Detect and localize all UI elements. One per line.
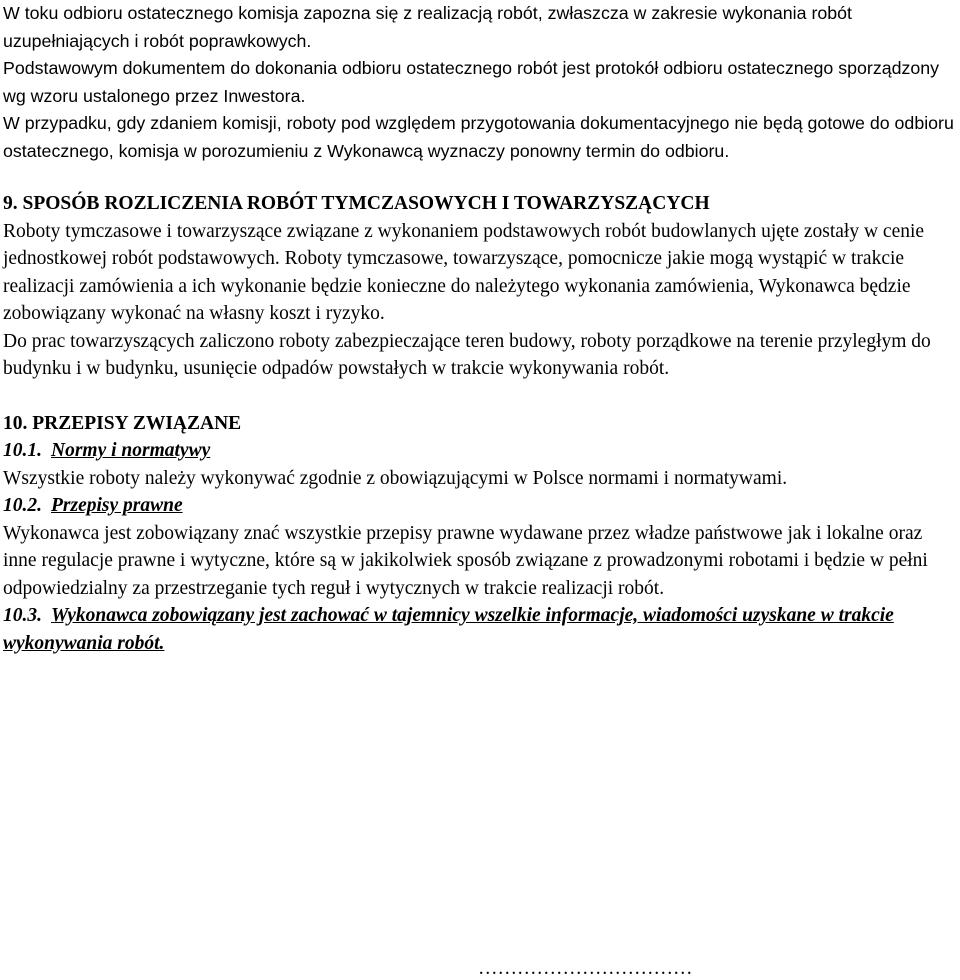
- subsection-10-3-number: 10.3.: [3, 605, 42, 626]
- spacer: [3, 383, 960, 410]
- document-page: [3, 0, 960, 657]
- intro-paragraph-3: W przypadku, gdy zdaniem komisji, roboty pod względem przygotowania dokumentacyjnego nie będą gotowe do odbioru ostatecznego, komisja w porozumieniu z Wykonawcą wyznaczy ponowny termin do odbioru.: [3, 113, 954, 161]
- spacer: [3, 165, 960, 190]
- subsection-10-2-heading: [3, 492, 960, 520]
- subsection-10-1-number: 10.1.: [3, 440, 42, 461]
- subsection-10-3-heading: [3, 602, 960, 657]
- intro-paragraph-1: W toku odbioru ostatecznego komisja zapozna się z realizacją robót, zwłaszcza w zakresie wykonania robót uzupełniających i robót poprawkowych.: [3, 3, 852, 51]
- subsection-10-1-text: Wszystkie roboty należy wykonywać zgodnie z obowiązującymi w Polsce normami i normatywami.: [3, 467, 788, 489]
- footer-dotted-line: ……………………………: [478, 958, 693, 979]
- section-9-paragraph-1: Roboty tymczasowe i towarzyszące związane z wykonaniem podstawowych robót budowlanych ujęte zostały w cenie jednostkowej robót podstawowych. Roboty tymczasowe, towarzyszące, pomocnicze jakie mogą wystąpić w trakcie realizacji zamówienia a ich wykonanie będzie konieczne do należytego wykonania zamówienia, Wykonawca będzie zobowiązany wykonać na własny koszt i ryzyko.: [3, 220, 925, 324]
- section-9-heading: 9. SPOSÓB ROZLICZENIA ROBÓT TYMCZASOWYCH I TOWARZYSZĄCYCH: [3, 193, 710, 214]
- section-10-heading: 10. PRZEPISY ZWIĄZANE: [3, 412, 242, 434]
- section-9-paragraph-2: Do prac towarzyszących zaliczono roboty zabezpieczające teren budowy, roboty porządkowe na terenie przyległym do budynku i w budynku, usunięcie odpadów powstałych w trakcie wykonywania robót.: [3, 330, 931, 379]
- subsection-10-2-number: 10.2.: [3, 495, 42, 516]
- subsection-10-3-title: Wykonawca zobowiązany jest zachować w tajemnicy wszelkie informacje, wiadomości uzyskane w trakcie wykonywania robót.: [3, 605, 894, 654]
- subsection-10-2-title: Przepisy prawne: [51, 495, 183, 516]
- subsection-10-1-heading: [3, 437, 960, 465]
- intro-paragraph-2: Podstawowym dokumentem do dokonania odbioru ostatecznego robót jest protokół odbioru ostatecznego sporządzony wg wzoru ustalonego przez Inwestora.: [3, 58, 940, 106]
- subsection-10-1-title: Normy i normatywy: [51, 440, 211, 461]
- subsection-10-2-text: Wykonawca jest zobowiązany znać wszystkie przepisy prawne wydawane przez władze państwowe jak i lokalne oraz inne regulacje prawne i wytyczne, które są w jakikolwiek sposób związane z prowadzonymi robotami i będzie w pełni odpowiedzialny za przestrzeganie tych reguł i wytycznych w trakcie realizacji robót.: [3, 522, 928, 599]
